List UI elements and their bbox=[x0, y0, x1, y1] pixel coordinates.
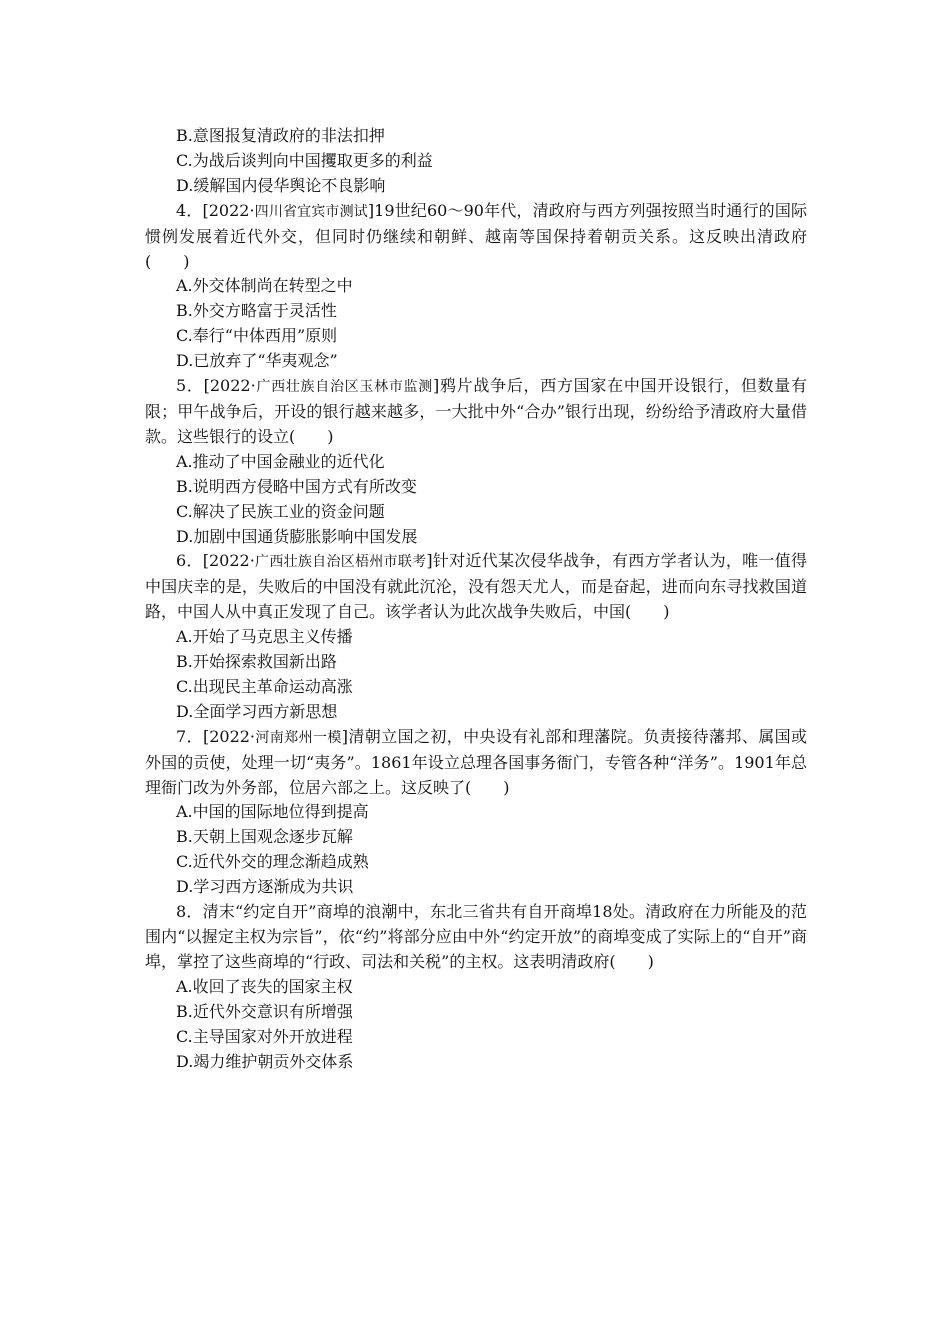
question-number: 7． bbox=[176, 726, 203, 746]
option: A.外交体制尚在转型之中 bbox=[176, 276, 353, 296]
question-source: 河南郑州一模 bbox=[255, 729, 342, 746]
option: D.缓解国内侵华舆论不良影响 bbox=[176, 175, 386, 195]
question-7 bbox=[145, 725, 807, 801]
option: D.已放弃了“华夷观念” bbox=[176, 351, 338, 371]
question-source: 广西壮族自治区玉林市监测 bbox=[255, 379, 433, 396]
option: C.近代外交的理念渐趋成熟 bbox=[176, 852, 369, 872]
question-number: 8． bbox=[176, 902, 203, 922]
option: B.天朝上国观念逐步瓦解 bbox=[176, 827, 353, 847]
question-stem: 19世纪60～90年代，清政府与西方列强按照当时通行的国际惯例发展着近代外交，但同时仍继续和朝鲜、越南等国保持着朝贡关系。这反映出清政府( ) bbox=[145, 200, 807, 271]
question-number: 6． bbox=[176, 551, 203, 571]
question-stem: 清末“约定自开”商埠的浪潮中，东北三省共有自开商埠18处。清政府在力所能及的范围内“以握定主权为宗旨”，依“约”将部分应由中外“约定开放”的商埠变成了实际上的“自开”商埠，掌控了这些商埠的“行政、司法和关税”的主权。这表明清政府( ) bbox=[145, 902, 807, 971]
question-source: 广西壮族自治区梧州市联考 bbox=[254, 554, 427, 571]
source-bracket-close: ] bbox=[367, 200, 375, 220]
source-bracket-close: ] bbox=[341, 726, 349, 746]
option: A.推动了中国金融业的近代化 bbox=[176, 451, 385, 471]
question-source: 四川省宜宾市测试 bbox=[254, 203, 368, 220]
question-8 bbox=[145, 900, 807, 975]
option: B.意图报复清政府的非法扣押 bbox=[176, 126, 385, 145]
question-number: 5． bbox=[176, 376, 204, 396]
option: D.竭力维护朝贡外交体系 bbox=[176, 1051, 354, 1071]
source-bracket-open: [2022· bbox=[202, 551, 255, 571]
source-bracket-close: ] bbox=[432, 376, 440, 396]
question-number: 4． bbox=[176, 200, 203, 220]
option: D.学习西方逐渐成为共识 bbox=[176, 877, 354, 897]
source-bracket-open: [2022· bbox=[202, 200, 255, 220]
source-bracket-open: [2022· bbox=[202, 726, 256, 746]
question-stem: 针对近代某次侵华战争，有西方学者认为，唯一值得中国庆幸的是，失败后的中国没有就此沉沦，没有怨天尤人，而是奋起，进而向东寻找救国道路，中国人从中真正发现了自己。该学者认为此次战争失败后，中国( ) bbox=[145, 551, 807, 622]
option: C.解决了民族工业的资金问题 bbox=[176, 501, 385, 521]
option: C.主导国家对外开放进程 bbox=[176, 1026, 353, 1046]
option: B.近代外交意识有所增强 bbox=[176, 1001, 353, 1021]
option: A.中国的国际地位得到提高 bbox=[176, 802, 369, 822]
question-4 bbox=[145, 199, 807, 275]
option: B.说明西方侵略中国方式有所改变 bbox=[176, 476, 417, 496]
question-5 bbox=[145, 374, 807, 450]
question-stem: 鸦片战争后，西方国家在中国开设银行，但数量有限；甲午战争后，开设的银行越来越多，一大批中外“合办”银行出现，纷纷给予清政府大量借款。这些银行的设立( ) bbox=[145, 376, 807, 446]
option: C.出现民主革命运动高涨 bbox=[176, 676, 353, 696]
option: D.全面学习西方新思想 bbox=[176, 701, 338, 721]
source-bracket-close: ] bbox=[426, 551, 433, 571]
option: A.收回了丧失的国家主权 bbox=[176, 976, 353, 996]
option: B.开始探索救国新出路 bbox=[176, 652, 337, 672]
source-bracket-open: [2022· bbox=[203, 376, 256, 396]
option: A.开始了马克思主义传播 bbox=[176, 627, 353, 647]
question-stem: 清朝立国之初，中央设有礼部和理藩院。负责接待藩邦、属国或外国的贡使，处理一切“夷务”。1861年设立总理各国事务衙门，专管各种“洋务”。1901年总理衙门改为外务部，位居六部之上。这反映了( ) bbox=[145, 726, 807, 797]
option: C.奉行“中体西用”原则 bbox=[176, 326, 338, 346]
question-list bbox=[145, 124, 807, 1074]
option: C.为战后谈判向中国攫取更多的利益 bbox=[176, 150, 433, 170]
question-6 bbox=[145, 549, 807, 625]
option: D.加剧中国通货膨胀影响中国发展 bbox=[176, 526, 418, 546]
option: B.外交方略富于灵活性 bbox=[176, 301, 337, 321]
